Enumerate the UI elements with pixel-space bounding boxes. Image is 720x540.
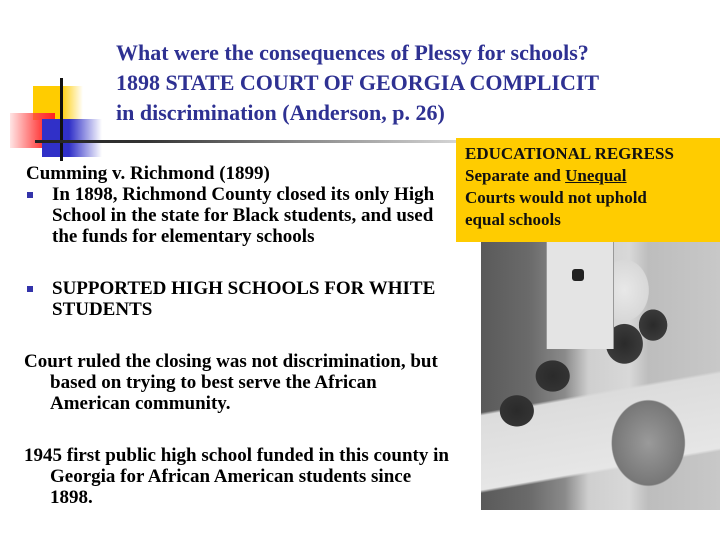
ruling-paragraph: Court ruled the closing was not discrimination, but based on trying to best serve the African American community. [24,351,438,414]
callout-line-4: equal schools [465,210,561,229]
callout-underlined-word: Unequal [565,166,627,185]
decorative-vertical-line [60,78,63,161]
slide-body [26,163,456,508]
bullet-item [26,184,456,247]
outcome-paragraph: 1945 first public high school funded in this county in Georgia for African American students since 1898. [24,445,449,508]
callout-line-2-prefix: Separate and [465,166,566,185]
bullet-text: In 1898, Richmond County closed its only High School in the state for Black students, and used the funds for elementary schools [52,184,435,247]
bullet-item [26,278,456,320]
callout-line-1: EDUCATIONAL REGRESS [465,144,674,163]
case-heading: Cumming v. Richmond (1899) [26,163,270,184]
square-bullet-icon [27,192,33,198]
cow-image-on-poster [572,269,584,281]
slide-title [116,38,716,128]
bullet-text: SUPPORTED HIGH SCHOOLS FOR WHITE STUDENTS [52,278,436,320]
wall-poster [546,242,615,349]
callout-line-3: Courts would not uphold [465,188,647,207]
callout-line-2 [465,165,720,187]
title-line-3: in discrimination (Anderson, p. 26) [116,100,445,125]
square-bullet-icon [27,286,33,292]
decorative-blue-square [42,119,102,157]
title-underline-rule [35,140,475,143]
title-line-2: 1898 STATE COURT OF GEORGIA COMPLICIT [116,70,600,95]
title-line-1: What were the consequences of Plessy for schools? [116,40,589,65]
callout-box [456,138,720,242]
classroom-photo [481,242,720,510]
